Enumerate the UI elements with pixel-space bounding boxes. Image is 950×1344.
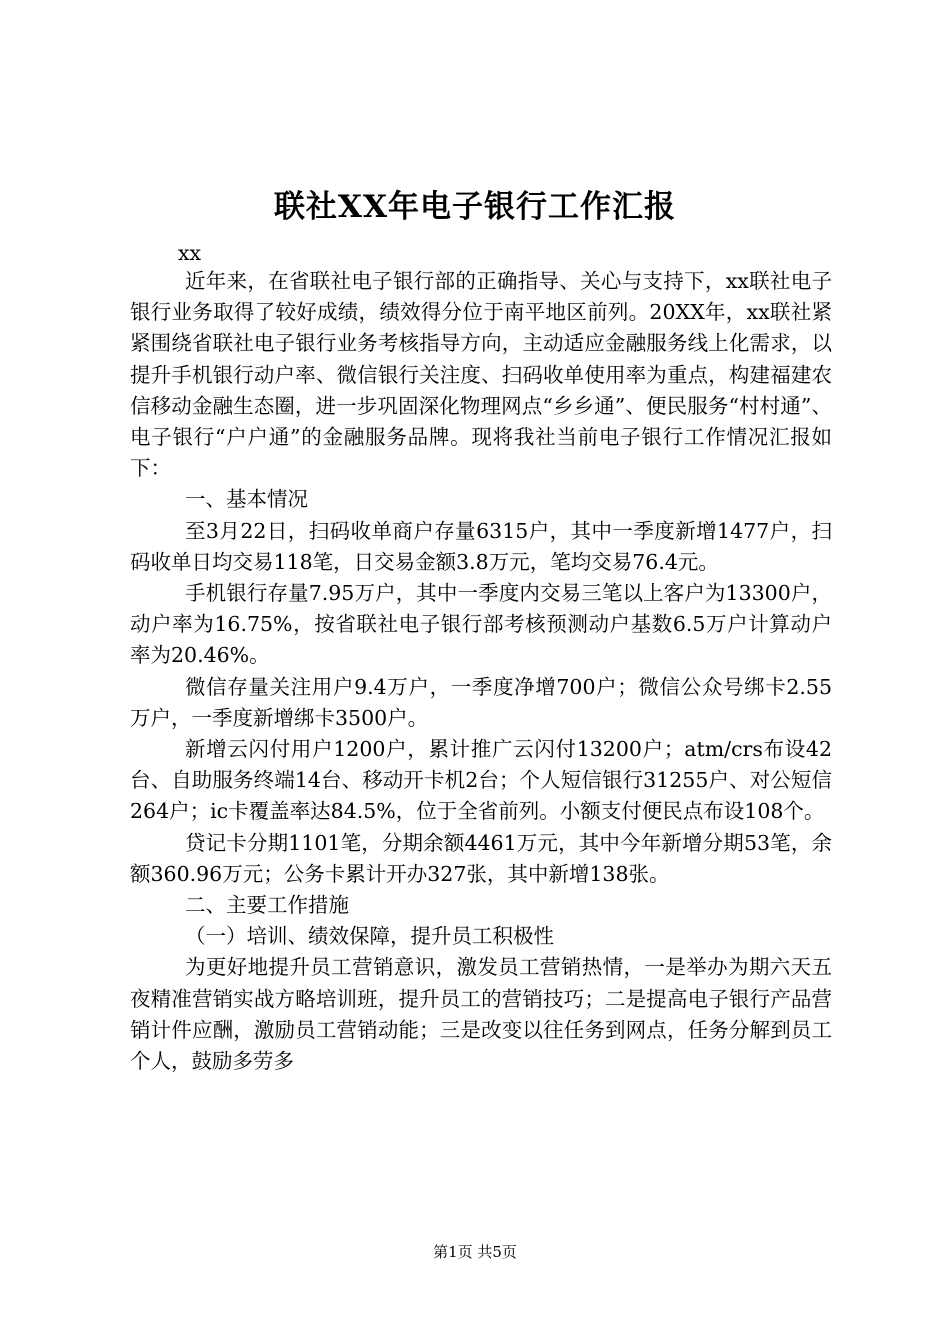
paragraph-scan-payment: 至3月22日，扫码收单商户存量6315户，其中一季度新增1477户，扫码收单日均交易118笔，日交易金额3.8万元，笔均交易76.4元。 — [130, 518, 832, 574]
paragraph-training: 为更好地提升员工营销意识，激发员工营销热情，一是举办为期六天五夜精准营销实战方略培训班，提升员工的营销技巧；二是提高电子银行产品营销计件应酬，激励员工营销动能；三是改变以往任务到网点，任务分解到员工个人，鼓励多劳多 — [130, 955, 832, 1074]
paragraph-wechat: 微信存量关注用户9.4万户，一季度净增700户；微信公众号绑卡2.55万户，一季度新增绑卡3500户。 — [130, 674, 832, 730]
document-title: 联社XX年电子银行工作汇报 — [273, 189, 677, 225]
subsection-heading-training: （一）培训、绩效保障，提升员工积极性 — [185, 924, 554, 949]
section-heading-measures: 二、主要工作措施 — [185, 893, 349, 918]
page-footer: 第1页 共5页 — [433, 1243, 517, 1261]
intro-paragraph: 近年来，在省联社电子银行部的正确指导、关心与支持下，xx联社电子银行业务取得了较好成绩，绩效得分位于南平地区前列。20XX年，xx联社紧紧围绕省联社电子银行业务考核指导方向，主动适应金融服务线上化需求，以提升手机银行动户率、微信银行关注度、扫码收单使用率为重点，构建福建农信移动金融生态圈，进一步巩固深化物理网点“乡乡通”、便民服务“村村通”、电子银行“户户通”的金融服务品牌。现将我社当前电子银行工作情况汇报如下： — [130, 269, 832, 481]
paragraph-credit-card: 贷记卡分期1101笔，分期余额4461万元，其中今年新增分期53笔，余额360.96万元；公务卡累计开办327张，其中新增138张。 — [130, 830, 832, 886]
document-body — [130, 240, 832, 1077]
author-line: xx — [178, 241, 202, 265]
section-heading-basic: 一、基本情况 — [185, 487, 308, 512]
paragraph-cloud-pay: 新增云闪付用户1200户，累计推广云闪付13200户；atm/crs布设42台、自助服务终端14台、移动开卡机2台；个人短信银行31255户、对公短信264户；ic卡覆盖率达84.5%，位于全省前列。小额支付便民点布设108个。 — [130, 737, 832, 824]
paragraph-mobile-banking: 手机银行存量7.95万户，其中一季度内交易三笔以上客户为13300户，动户率为16.75%，按省联社电子银行部考核预测动户基数6.5万户计算动户率为20.46%。 — [130, 581, 832, 668]
